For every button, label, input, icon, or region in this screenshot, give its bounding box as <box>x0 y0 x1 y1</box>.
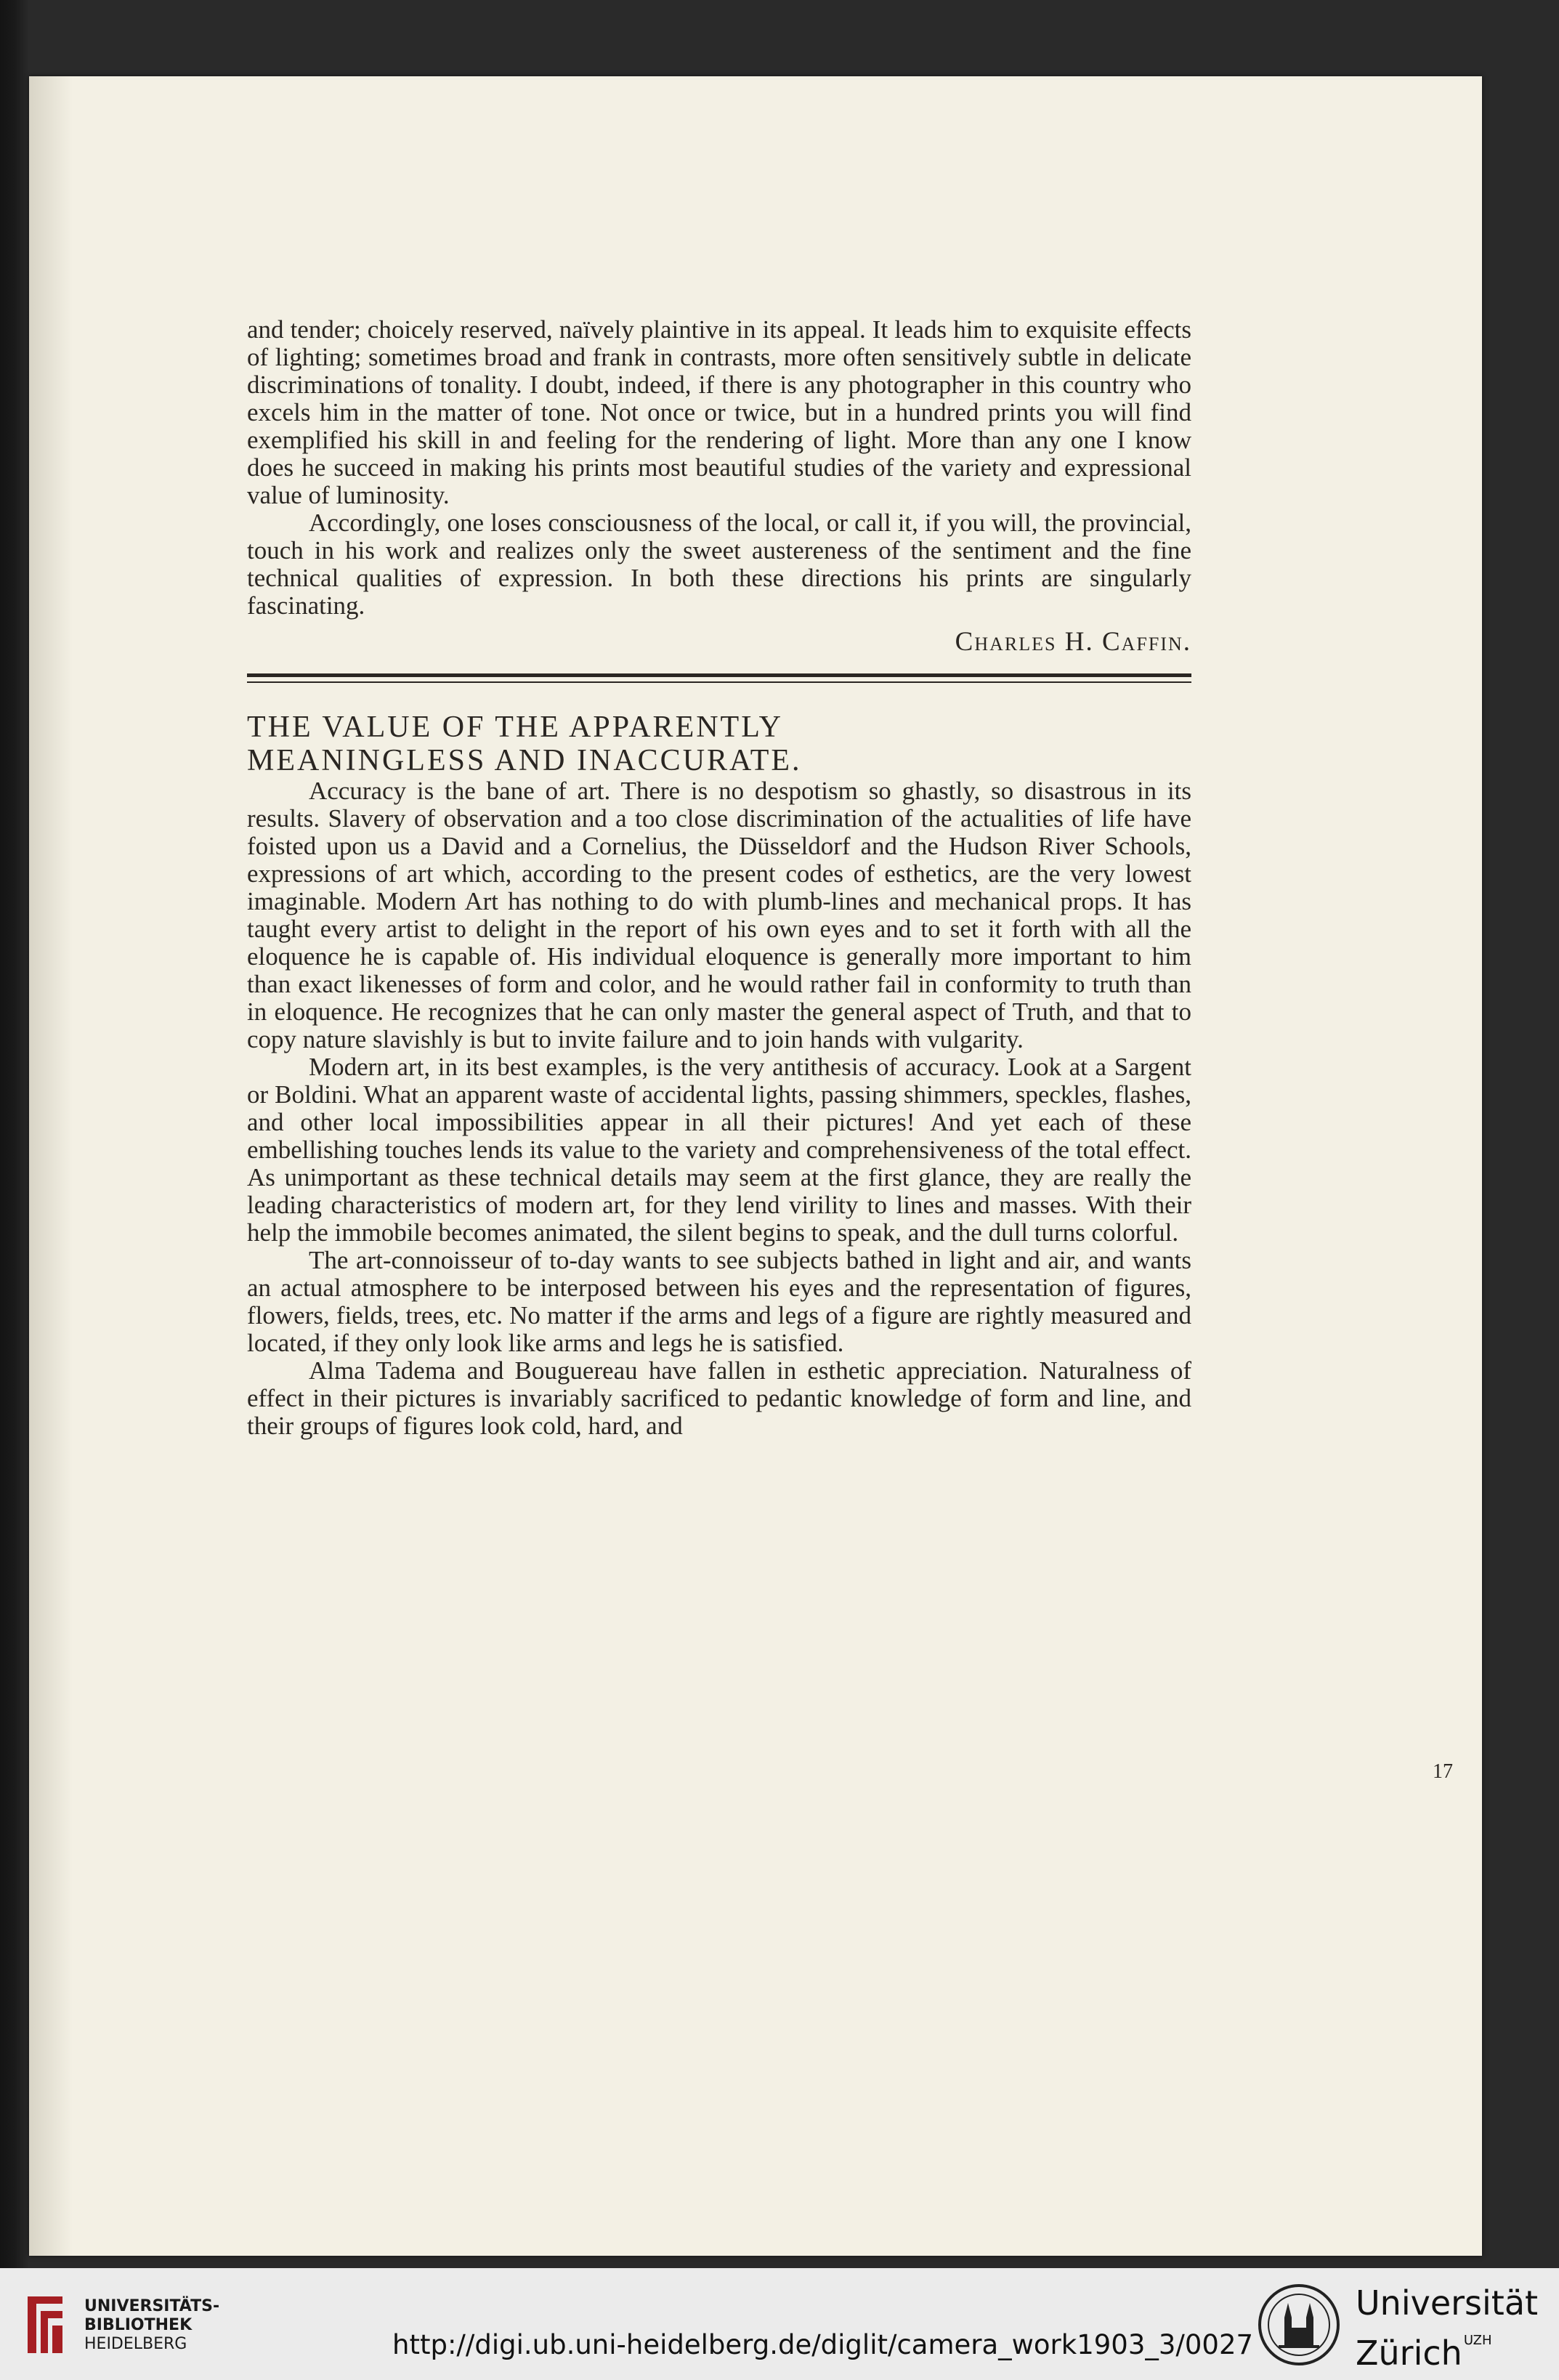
article-title-line-2: MEANINGLESS AND INACCURATE. <box>247 744 802 777</box>
paragraph-connoisseur: The art-connoisseur of to-day wants to see subjects bathed in light and air, and wants an actual atmosphere to be interposed between his eyes and the representation of figures, flowers, fields, trees, etc. No matter if the arms and legs of a figure are rightly measured and located, if they only look like arms and legs he is satisfied. <box>247 1246 1191 1357</box>
uzh-seal-icon[interactable] <box>1257 2283 1341 2367</box>
paragraph-accuracy: Accuracy is the bane of art. There is no despotism so ghastly, so disastrous in its results. Slavery of observation and a too close discrimination of the actualities of life have foisted upon us a David and a Cornelius, the Düsseldorf and the Hudson River Schools, expressions of art which, according to the present codes of esthetics, are the very lowest imaginable. Modern Art has nothing to do with plumb-lines and mechanical props. It has taught every artist to delight in the report of his own eyes and to set it forth with all the eloquence he is capable of. His individual eloquence is generally more important to him than exact likenesses of form and color, and he would rather fail in conformity to truth than in eloquence. He recognizes that he can only master the general aspect of Truth, and that to copy nature slavishly is but to invite failure and to join hands with vulgarity. <box>247 777 1191 1053</box>
divider-thick-rule <box>247 673 1191 677</box>
book-page <box>29 76 1482 2256</box>
uzh-name <box>1356 2284 1538 2372</box>
paragraph-accordingly: Accordingly, one loses consciousness of the local, or call it, if you will, the provincial, touch in his work and realizes only the sweet austereness of the sentiment and the fine technical qualities of expression. In both these directions his prints are singularly fascinating. <box>247 509 1191 620</box>
section-divider <box>247 673 1191 683</box>
uzh-name-line-2 <box>1356 2322 1538 2372</box>
uzh-abbrev: UZH <box>1463 2333 1492 2348</box>
library-name <box>84 2297 219 2354</box>
signature-row <box>247 620 1191 657</box>
page-text <box>247 316 1191 1440</box>
library-name-line-3: HEIDELBERG <box>84 2335 187 2353</box>
paragraph-modern-art: Modern art, in its best examples, is the very antithesis of accuracy. Look at a Sargent or Boldini. What an apparent waste of accidental lights, passing shimmers, speckles, flashes, and other local impossibilities appear in all their pictures! And yet each of these embellishing touches lends its value to the variety and comprehensiveness of the total effect. As unimportant as these technical details may seem at the first glance, they are really the leading characteristics of modern art, for they lend virility to lines and masses. With their help the immobile becomes animated, the silent begins to speak, and the dull turns colorful. <box>247 1053 1191 1247</box>
uzh-city: Zürich <box>1356 2334 1462 2373</box>
closing-line <box>247 509 1191 620</box>
page-number: 17 <box>1433 1760 1453 1783</box>
permalink-url[interactable]: http://digi.ub.uni-heidelberg.de/diglit/camera_work1903_3/0027 <box>392 2329 1254 2360</box>
digital-library-footer <box>0 2268 1559 2380</box>
heidelberg-library-logo-icon[interactable] <box>23 2294 67 2356</box>
author-signature: Charles H. Caffin. <box>955 627 1191 657</box>
library-name-line-2: BIBLIOTHEK <box>84 2316 193 2334</box>
paragraph-tender: and tender; choicely reserved, naïvely plaintive in its appeal. It leads him to exquisite effects of lighting; sometimes broad and frank in contrasts, more often sensitively subtle in delicate discriminations of tonality. I doubt, indeed, if there is any photographer in this country who excels him in the matter of tone. Not once or twice, but in a hundred prints you will find exemplified his skill in and feeling for the rendering of light. More than any one I know does he succeed in making his prints most beautiful studies of the variety and expressional value of luminosity. <box>247 315 1191 509</box>
article-title <box>247 711 1191 777</box>
paragraph-alma-tadema: Alma Tadema and Bouguereau have fallen in esthetic appreciation. Naturalness of effect in their pictures is invariably sacrificed to pedantic knowledge of form and line, and their groups of figures look cold, hard, and <box>247 1356 1191 1440</box>
divider-thin-rule <box>247 681 1191 683</box>
uzh-name-line-1: Universität <box>1356 2283 1539 2323</box>
library-name-line-1: UNIVERSITÄTS- <box>84 2297 220 2315</box>
article-title-line-1: THE VALUE OF THE APPARENTLY <box>247 711 783 744</box>
